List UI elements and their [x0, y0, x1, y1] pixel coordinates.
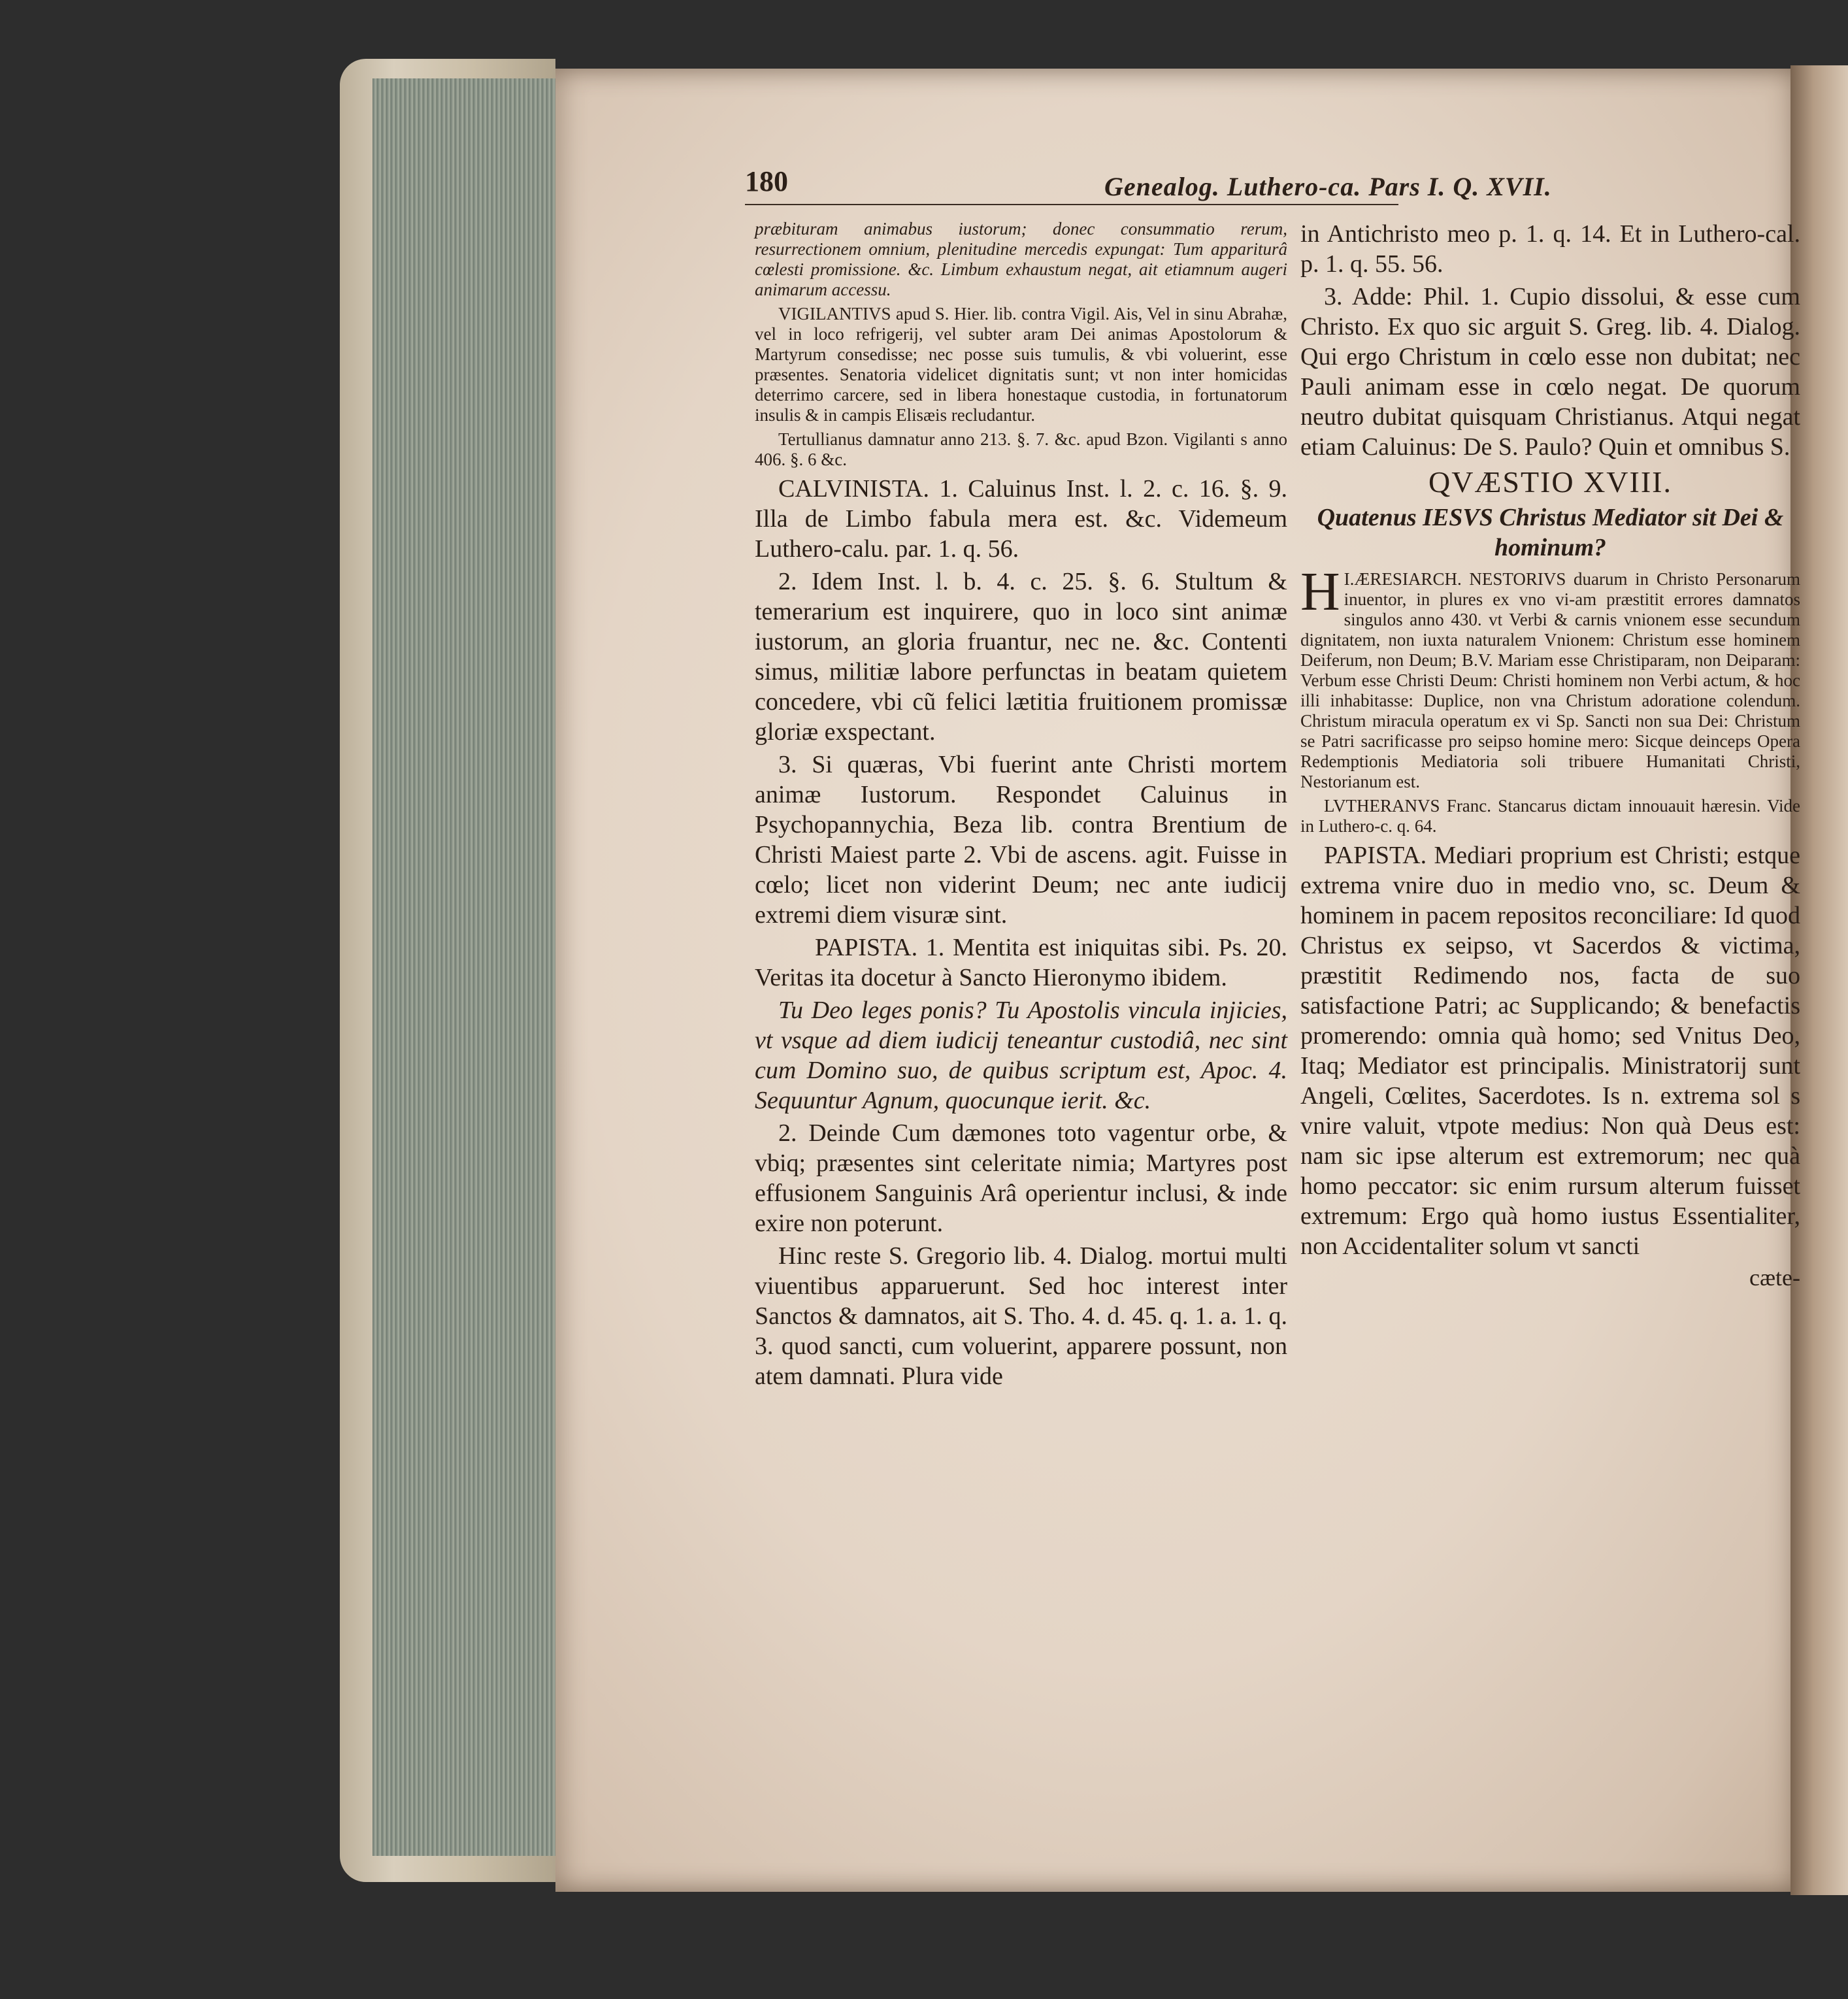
- header-rule: [745, 204, 1398, 205]
- page-header: [745, 157, 1823, 209]
- question-title: Quatenus IESVS Christus Mediator sit Dei & hominum?: [1317, 504, 1784, 561]
- paragraph: 2. Deinde Cum dæmones toto vagentur orbe, & vbiq; præsentes sint celeritate nimia; Martyres post effusionem Sanguinis Arâ operientur inclusi, & inde exire non poterunt.: [755, 1119, 1287, 1237]
- page-edges: [372, 78, 559, 1856]
- paragraph-text: ÆRESIARCH. NESTORIVS duarum in Christo Personarum inuentor, in plures ex vno vi-am præstitit errores damnatos singulos anno 430. vt Verbi & carnis vnionem esse secundum dignitatem, non iuxta naturalem Vnionem: Christum esse hominem Deiferum, non Deum; B.V. Mariam esse Christiparam, non Deiparam: Verbum esse Christi Deum: Christi hominem non Verbi actum, & hoc illi inhabitasse: Duplice, non vna Christum adoratione colendum. Christum miracula operatum ex vi Sp. Sancti non sua Dei: Christum se Patri sacrificasse pro seipso homine mero: Sicque deinceps Opera Redemptionis Mediatoria soli tribuere Humanitati Christi, Nestorianum est.: [1300, 569, 1800, 791]
- paragraph: Tertullianus damnatur anno 213. §. 7. &c. apud Bzon. Vigilanti s anno 406. §. 6 &c.: [755, 429, 1287, 469]
- paragraph: 3. Adde: Phil. 1. Cupio dissolui, & esse cum Christo. Ex quo sic arguit S. Greg. lib. 4. Dialog. Qui ergo Christum in cœlo esse non dubitat; nec Pauli animam esse in cœlo negat. De quorum neutro dubitat quisquam Christianus. Atqui negat etiam Caluinus: De S. Paulo? Quin et omnibus S.: [1300, 283, 1800, 461]
- paragraph: LVTHERANVS Franc. Stancarus dictam innouauit hæresin. Vide in Luthero-c. q. 64.: [1300, 796, 1800, 836]
- catchword: cæte-: [1749, 1264, 1800, 1291]
- page-number: 180: [745, 165, 788, 197]
- right-column: [1300, 219, 1800, 1291]
- paragraph: Tu Deo leges ponis? Tu Apostolis vincula injicies, vt vsque ad diem iudicij teneantur custodiâ, nec sint cum Domino suo, de quibus scriptum est, Apoc. 4. Sequuntur Agnum, quocunque ierit. &c.: [755, 997, 1287, 1114]
- paragraph: CALVINISTA. 1. Caluinus Inst. l. 2. c. 16. §. 9. Illa de Limbo fabula mera est. &c. Videmeum Luthero-calu. par. 1. q. 56.: [755, 475, 1287, 563]
- paragraph: PAPISTA. Mediari proprium est Christi; estque extrema vnire duo in medio vno, sc. Deum & hominem in pacem repositos reconciliare: Id quod Christus ex seipso, vt Sacerdos & victima, præstitit Redimendo nos, facta de suo satisfactione Patri; ac Supplicando; & benefactis promerendo: omnia quà homo; sed Vnitus Deo, Itaq; Mediator est principalis. Ministratorij sunt Angeli, Cœlites, Sacerdotes. Is n. extrema sol s vnire valuit, vtpote medius: Non quà Deus est: nam sic ipse alterum est extremorum; nec quà homo peccator: sic enim rursum alterum fuisset extremum: Ergo quà homo iustus Essentialiter, non Accidentaliter solum vt sancti: [1300, 842, 1800, 1260]
- paragraph: 3. Si quæras, Vbi fuerint ante Christi mortem animæ Iustorum. Respondet Caluinus in Psychopannychia, Beza lib. contra Brentium de Christi Maiest parte 2. Vbi de ascens. agit. Fuisse in cœlo; licet non viderint Deum; nec ante iudicij extremi diem visuræ sint.: [755, 751, 1287, 929]
- section-number: I.: [1344, 569, 1355, 589]
- paragraph: VIGILANTIVS apud S. Hier. lib. contra Vigil. Ais, Vel in sinu Abrahæ, vel in loco refrigerij, vel subter aram Dei animas Apostolorum & Martyrum consedisse; nec posse suis tumulis, & vbi voluerint, esse præsentes. Senatoria videlicet dignitatis sunt; vt non inter homicidas deterrimo carcere, sed in libera honestaque custodia, in fortunatorum insulis & in campis Elisæis recludantur.: [755, 304, 1287, 425]
- running-title: Genealog. Luthero-ca. Pars I. Q. XVII.: [1104, 172, 1552, 201]
- paragraph: PAPISTA. 1. Mentita est iniquitas sibi. Ps. 20. Veritas ita docetur à Sancto Hieronymo ibidem.: [755, 934, 1287, 991]
- paragraph: in Antichristo meo p. 1. q. 14. Et in Luthero-cal. p. 1. q. 55. 56.: [1300, 220, 1800, 278]
- left-column: [755, 219, 1287, 1394]
- paragraph: Hinc reste S. Gregorio lib. 4. Dialog. mortui multi viuentibus apparuerunt. Sed hoc interest inter Sanctos & damnatos, ait S. Tho. 4. d. 45. q. 1. a. 1. q. 3. quod sancti, cum voluerint, apparere possunt, non atem damnati. Plura vide: [755, 1242, 1287, 1390]
- paragraph: 2. Idem Inst. l. b. 4. c. 25. §. 6. Stultum & temerarium est inquirere, quo in loco sint animæ iustorum, an gloria fruantur, nec ne. &c. Contenti simus, militiæ labore perfunctas in beatam quietem concedere, vbi cũ felici lætitia fruitionem promissæ gloriæ exspectant.: [755, 568, 1287, 746]
- drop-cap: H: [1300, 561, 1340, 622]
- paragraph: præbituram animabus iustorum; donec consummatio rerum, resurrectionem omnium, plenitudine mercedis expungat: Tum appariturâ cœlesti promissione. &c. Limbum exhaustum negat, ait etiamnum augeri animarum accessu.: [755, 219, 1287, 299]
- question-heading: QVÆSTIO XVIII.: [1428, 465, 1672, 499]
- paragraph: [1300, 561, 1800, 792]
